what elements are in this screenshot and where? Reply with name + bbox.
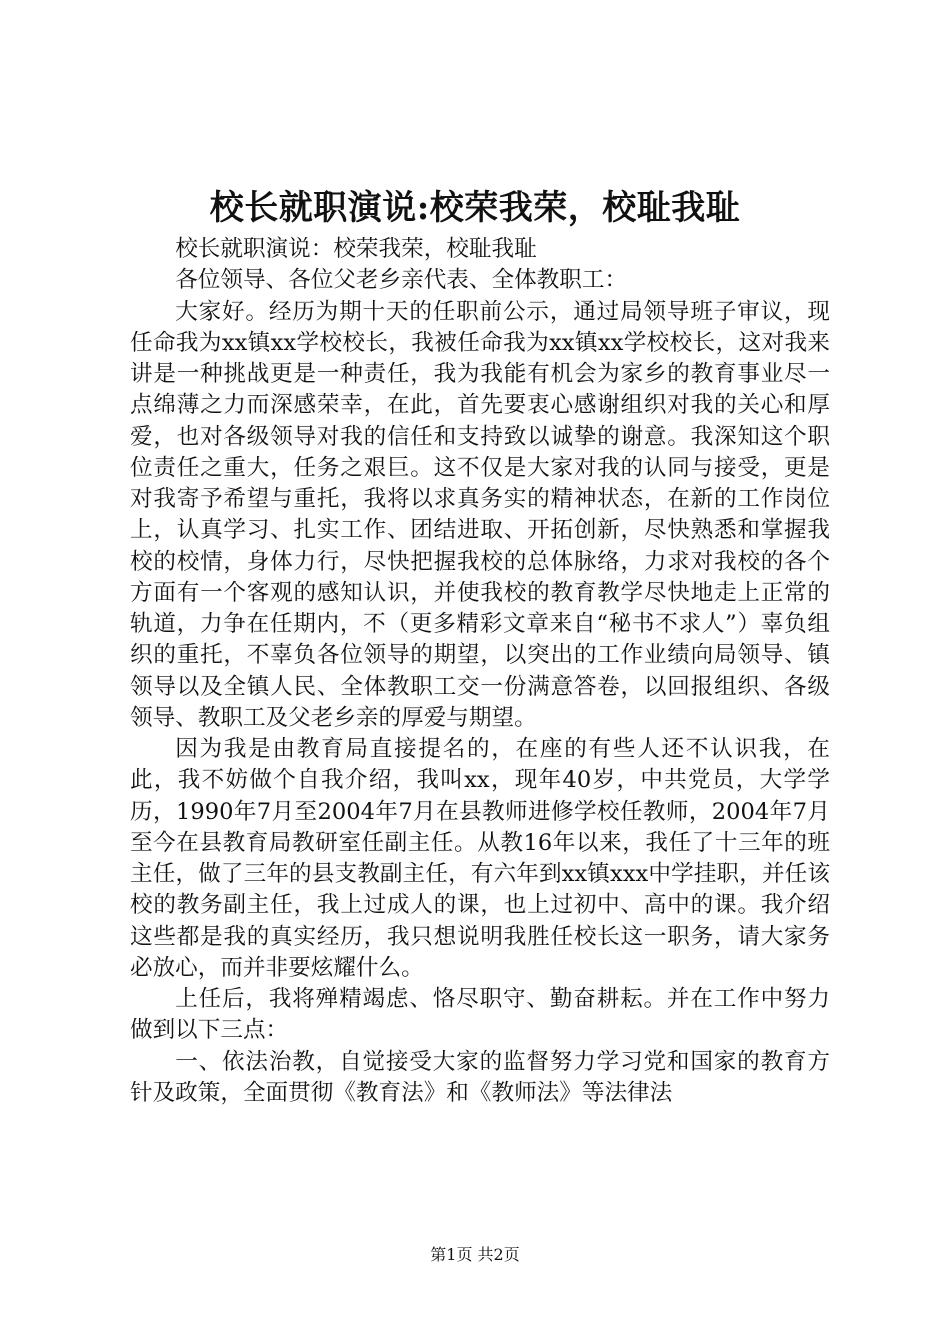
page-title: 校长就职演说:校荣我荣，校耻我耻	[209, 188, 741, 228]
paragraph-self-introduction: 因为我是由教育局直接提名的，在座的有些人还不认识我，在此，我不妨做个自我介绍，我叫xx，现年40岁，中共党员，大学学历，1990年7月至2004年7月在县教师进修学校任教师，2004年7月至今在县教育局教研室任副主任。从教16年以来，我任了十三年的班主任，做了三年的县支教副主任，有六年到xx镇xxx中学挂职，并任该校的教务副主任，我上过成人的课，也上过初中、高中的课。我介绍这些都是我的真实经历，我只想说明我胜任校长这一职务，请大家务必放心，而并非要炫耀什么。	[130, 736, 830, 981]
paragraph-commitment: 上任后，我将殚精竭虑、恪尽职守、勤奋耕耘。并在工作中努力做到以下三点：	[130, 986, 830, 1044]
paragraph-salutation: 各位领导、各位父老乡亲代表、全体教职工：	[175, 267, 628, 294]
document-body	[130, 234, 830, 1109]
page-number-footer: 第1页 共2页	[430, 1245, 520, 1264]
paragraph-greeting: 大家好。经历为期十天的任职前公示，通过局领导班子审议，现任命我为xx镇xx学校校长，我被任命我为xx镇xx学校校长，这对我来讲是一种挑战更是一种责任，我为我能有机会为家乡的教育事业尽一点绵薄之力而深感荣幸，在此，首先要衷心感谢组织对我的关心和厚爱，也对各级领导对我的信任和支持致以诚挚的谢意。我深知这个职位责任之重大，任务之艰巨。这不仅是大家对我的认同与接受，更是对我寄予希望与重托，我将以求真务实的精神状态，在新的工作岗位上，认真学习、扎实工作、团结进取、开拓创新，尽快熟悉和掌握我校的校情，身体力行，尽快把握我校的总体脉络，力求对我校的各个方面有一个客观的感知认识，并使我校的教育教学尽快地走上正常的轨道，力争在任期内，不（更多精彩文章来自“秘书不求人”）辜负组织的重托，不辜负各位领导的期望，以突出的工作业绩向局领导、镇领导以及全镇人民、全体教职工交一份满意答卷，以回报组织、各级领导、教职工及父老乡亲的厚爱与期望。	[130, 298, 830, 731]
paragraph-subtitle: 校长就职演说：校荣我荣，校耻我耻	[175, 236, 537, 262]
paragraph-point-one: 一、依法治教，自觉接受大家的监督努力学习党和国家的教育方针及政策，全面贯彻《教育法》和《教师法》等法律法	[130, 1048, 830, 1106]
